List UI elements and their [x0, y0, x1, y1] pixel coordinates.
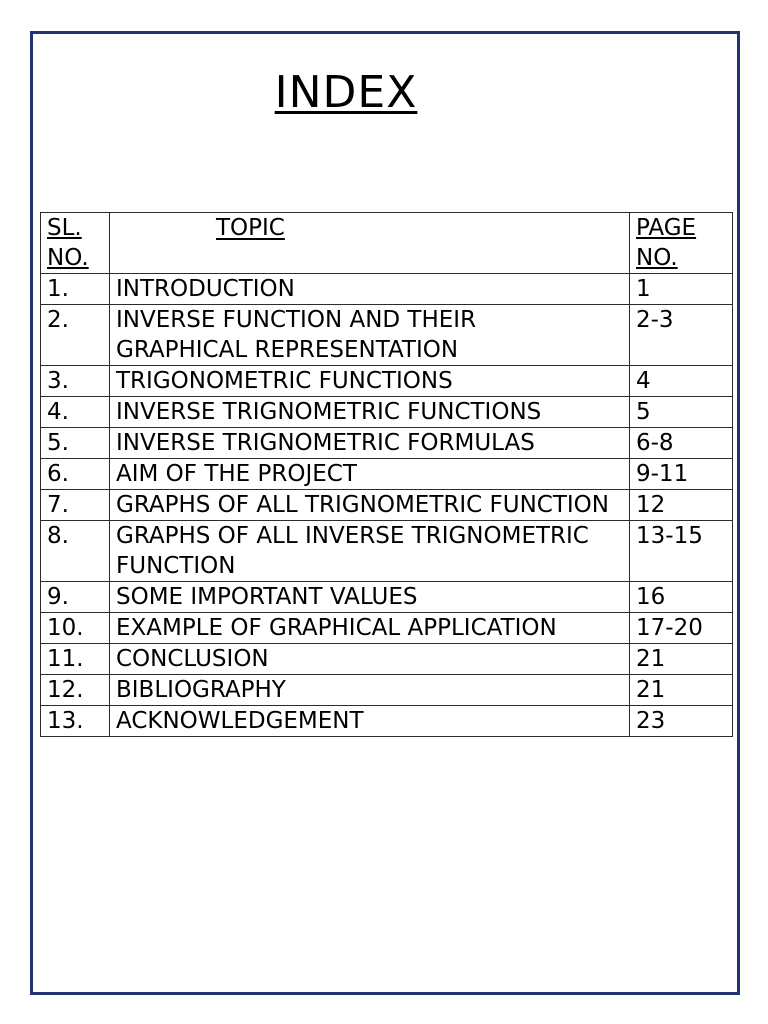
topic-text: GRAPHS OF ALL INVERSE TRIGNOMETRIC [116, 523, 589, 549]
topic-cell [110, 428, 630, 459]
table-row [41, 582, 733, 613]
page-no-cell: 9-11 [630, 459, 733, 490]
page-no-cell: 6-8 [630, 428, 733, 459]
table-row [41, 274, 733, 305]
topic-header: TOPIC [110, 213, 630, 274]
table-row [41, 366, 733, 397]
page-no-cell: 16 [630, 582, 733, 613]
table-row [41, 305, 733, 366]
page-no-cell: 4 [630, 366, 733, 397]
table-row [41, 706, 733, 737]
table-row [41, 521, 733, 582]
topic-cell [110, 582, 630, 613]
topic-cell [110, 274, 630, 305]
topic-cell [110, 706, 630, 737]
topic-cell [110, 305, 630, 366]
page-no-cell: 13-15 [630, 521, 733, 582]
page-no-cell: 12 [630, 490, 733, 521]
topic-text: ACKNOWLEDGEMENT [116, 708, 364, 734]
page-no-cell: 17-20 [630, 613, 733, 644]
table-row [41, 490, 733, 521]
table-row [41, 428, 733, 459]
page-header-line-2: NO. [636, 245, 678, 271]
sl-no-cell: 11. [41, 644, 110, 675]
page-no-cell: 23 [630, 706, 733, 737]
topic-cell [110, 675, 630, 706]
table-row [41, 397, 733, 428]
topic-text: INVERSE TRIGNOMETRIC FUNCTIONS [116, 399, 542, 425]
table-row [41, 613, 733, 644]
page-no-header [630, 213, 733, 274]
topic-cell [110, 521, 630, 582]
sl-no-cell: 9. [41, 582, 110, 613]
sl-header-line-1: SL. [47, 215, 82, 241]
page-title: INDEX [274, 67, 418, 118]
topic-text: CONCLUSION [116, 646, 269, 672]
topic-text: INVERSE FUNCTION AND THEIR [116, 307, 477, 333]
table-header-row [41, 213, 733, 274]
sl-no-cell: 8. [41, 521, 110, 582]
index-table [40, 212, 733, 737]
topic-text: AIM OF THE PROJECT [116, 461, 357, 487]
sl-no-cell: 7. [41, 490, 110, 521]
sl-no-cell: 4. [41, 397, 110, 428]
table-row [41, 644, 733, 675]
topic-text: GRAPHS OF ALL TRIGNOMETRIC FUNCTION [116, 492, 609, 518]
topic-cell [110, 366, 630, 397]
topic-text: INVERSE TRIGNOMETRIC FORMULAS [116, 430, 535, 456]
page-no-cell: 2-3 [630, 305, 733, 366]
topic-text: BIBLIOGRAPHY [116, 677, 286, 703]
topic-cell [110, 490, 630, 521]
sl-no-cell: 12. [41, 675, 110, 706]
page-no-cell: 5 [630, 397, 733, 428]
sl-no-cell: 6. [41, 459, 110, 490]
topic-text: EXAMPLE OF GRAPHICAL APPLICATION [116, 615, 557, 641]
topic-cell [110, 644, 630, 675]
page-no-cell: 1 [630, 274, 733, 305]
sl-header-line-2: NO. [47, 245, 89, 271]
page-no-cell: 21 [630, 675, 733, 706]
sl-no-cell: 13. [41, 706, 110, 737]
topic-cell [110, 459, 630, 490]
page-frame [30, 31, 740, 995]
index-table-body [41, 274, 733, 737]
topic-cell [110, 397, 630, 428]
topic-text: GRAPHICAL REPRESENTATION [116, 337, 459, 363]
sl-no-cell: 5. [41, 428, 110, 459]
sl-no-cell: 1. [41, 274, 110, 305]
topic-text: TRIGONOMETRIC FUNCTIONS [116, 368, 453, 394]
topic-cell [110, 613, 630, 644]
table-row [41, 675, 733, 706]
topic-text: SOME IMPORTANT VALUES [116, 584, 418, 610]
sl-no-cell: 2. [41, 305, 110, 366]
sl-no-cell: 10. [41, 613, 110, 644]
topic-text: FUNCTION [116, 553, 236, 579]
sl-no-header [41, 213, 110, 274]
page-no-cell: 21 [630, 644, 733, 675]
topic-text: INTRODUCTION [116, 276, 295, 302]
page-header-line-1: PAGE [636, 215, 697, 241]
table-row [41, 459, 733, 490]
sl-no-cell: 3. [41, 366, 110, 397]
